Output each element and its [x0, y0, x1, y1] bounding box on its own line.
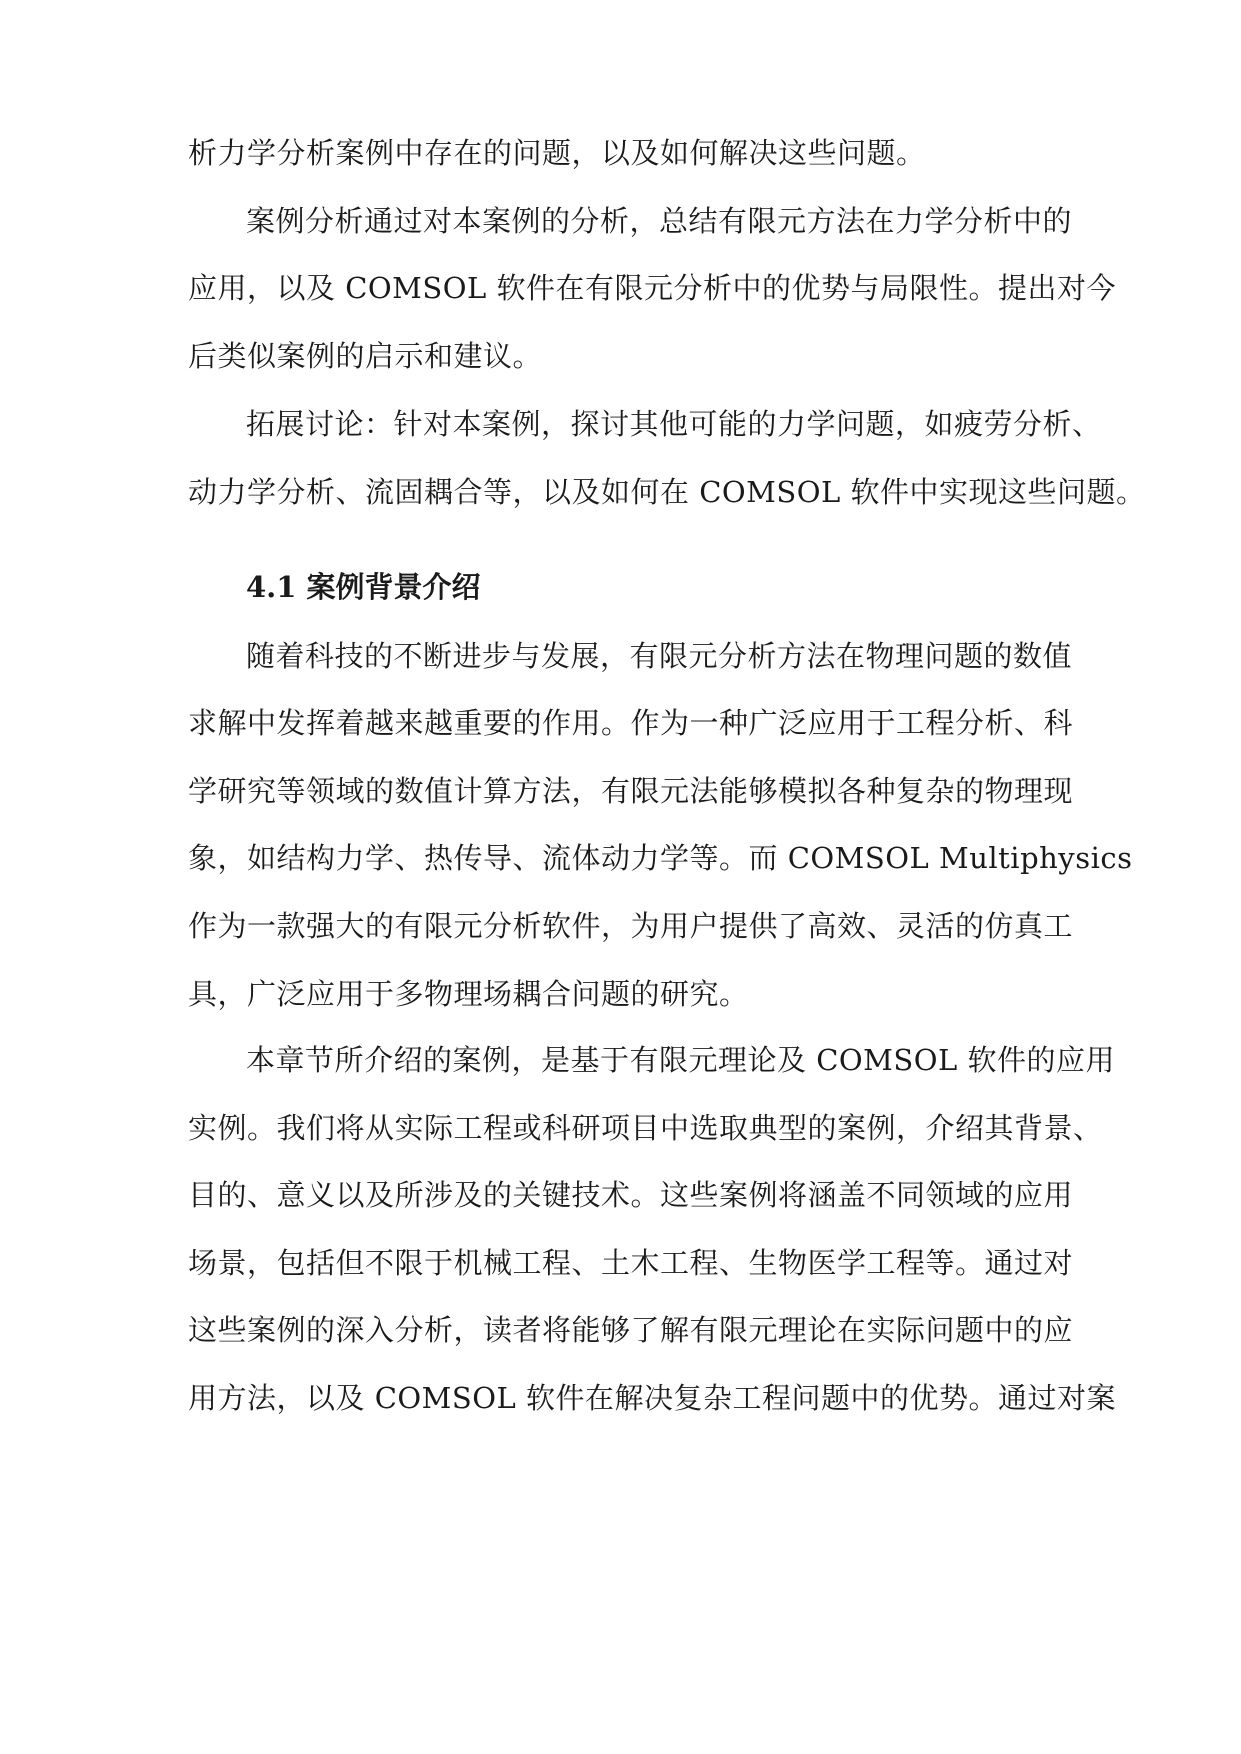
paragraph-line: 象，如结构力学、热传导、流体动力学等。而 COMSOL Multiphysics: [188, 841, 1133, 875]
paragraph-line: 实例。我们将从实际工程或科研项目中选取典型的案例，介绍其背景、: [188, 1111, 1103, 1145]
paragraph-line: 作为一款强大的有限元分析软件，为用户提供了高效、灵活的仿真工: [188, 909, 1074, 943]
paragraph-line: 应用，以及 COMSOL 软件在有限元分析中的优势与局限性。提出对今: [188, 271, 1116, 305]
paragraph-line: 具，广泛应用于多物理场耦合问题的研究。: [188, 977, 749, 1011]
paragraph-line: 用方法，以及 COMSOL 软件在解决复杂工程问题中的优势。通过对案: [188, 1381, 1116, 1415]
paragraph-line: 随着科技的不断进步与发展，有限元分析方法在物理问题的数值: [246, 639, 1073, 673]
paragraph-line: 析力学分析案例中存在的问题，以及如何解决这些问题。: [188, 136, 926, 170]
paragraph-line: 后类似案例的启示和建议。: [188, 339, 543, 373]
section-heading: 4.1 案例背景介绍: [246, 570, 481, 604]
paragraph-line: 场景，包括但不限于机械工程、土木工程、生物医学工程等。通过对: [188, 1246, 1074, 1280]
paragraph-line: 案例分析通过对本案例的分析，总结有限元方法在力学分析中的: [246, 204, 1073, 238]
paragraph-line: 目的、意义以及所涉及的关键技术。这些案例将涵盖不同领域的应用: [188, 1178, 1074, 1212]
paragraph-line: 本章节所介绍的案例，是基于有限元理论及 COMSOL 软件的应用: [246, 1043, 1115, 1077]
paragraph-line: 拓展讨论：针对本案例，探讨其他可能的力学问题，如疲劳分析、: [246, 407, 1102, 441]
paragraph-line: 动力学分析、流固耦合等，以及如何在 COMSOL 软件中实现这些问题。: [188, 475, 1146, 509]
paragraph-line: 学研究等领域的数值计算方法，有限元法能够模拟各种复杂的物理现: [188, 774, 1074, 808]
paragraph-line: 这些案例的深入分析，读者将能够了解有限元理论在实际问题中的应: [188, 1313, 1074, 1347]
paragraph-line: 求解中发挥着越来越重要的作用。作为一种广泛应用于工程分析、科: [188, 706, 1074, 740]
